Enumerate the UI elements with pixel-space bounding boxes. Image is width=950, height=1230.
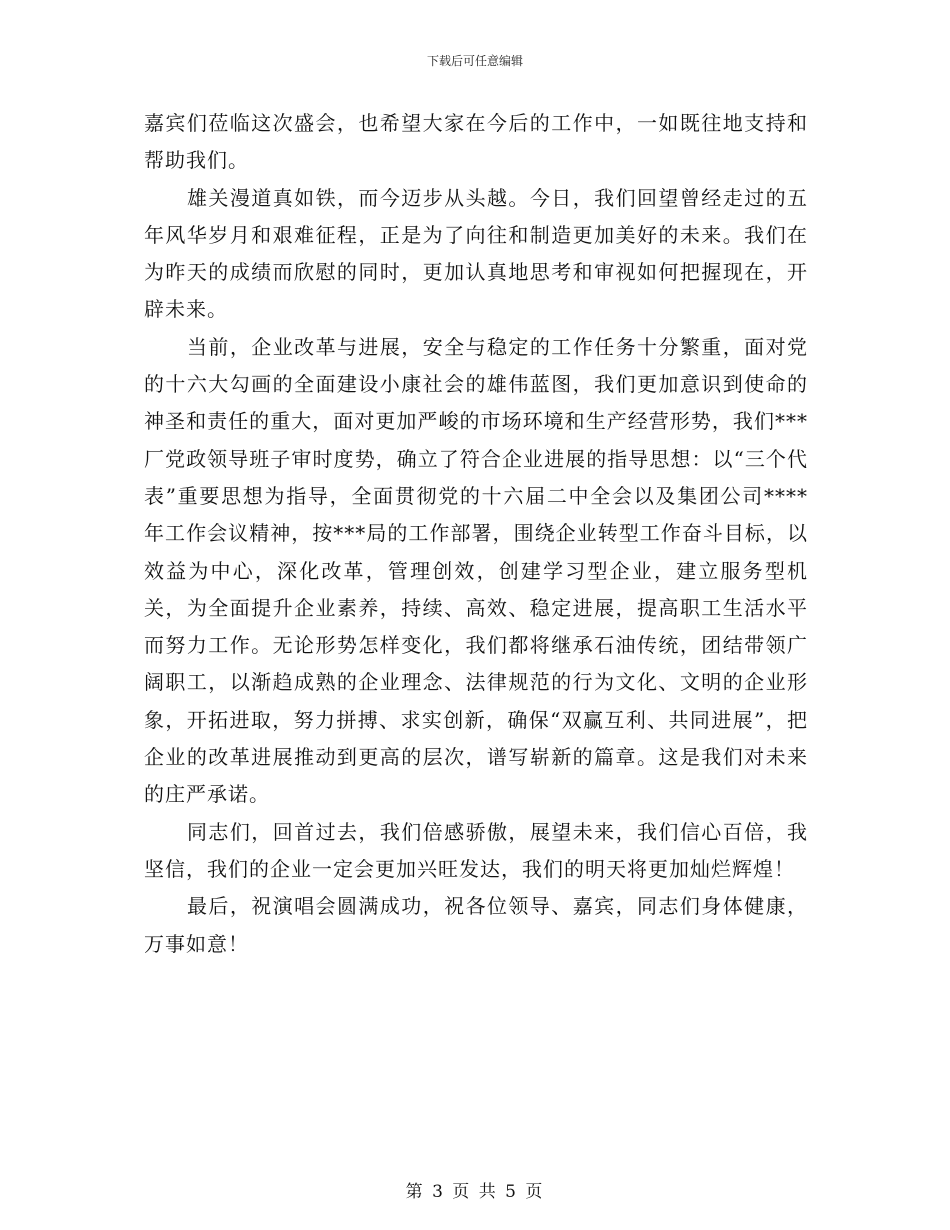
page-number-footer: 第 3 页 共 5 页 (405, 1182, 545, 1202)
page-header-note: 下载后可任意编辑 (426, 54, 523, 68)
paragraph: 最后，祝演唱会圆满成功，祝各位领导、嘉宾，同志们身体健康，万事如意！ (144, 894, 808, 956)
paragraph-continuation: 嘉宾们莅临这次盛会，也希望大家在今后的工作中，一如既往地支持和帮助我们。 (144, 111, 808, 173)
paragraph: 当前，企业改革与进展，安全与稳定的工作任务十分繁重，面对党的十六大勾画的全面建设小康社会的雄伟蓝图，我们更加意识到使命的神圣和责任的重大，面对更加严峻的市场环境和生产经营形势，我们***厂党政领导班子审时度势，确立了符合企业进展的指导思想：以“三个代表”重要思想为指导，全面贯彻党的十六届二中全会以及集团公司****年工作会议精神，按***局的工作部署，围绕企业转型工作奋斗目标，以效益为中心，深化改革，管理创效，创建学习型企业，建立服务型机关，为全面提升企业素养，持续、高效、稳定进展，提高职工生活水平而努力工作。无论形势怎样变化，我们都将继承石油传统，团结带领广阔职工，以渐趋成熟的企业理念、法律规范的行为文化、文明的企业形象，开拓进取，努力拼搏、求实创新，确保“双赢互利、共同进展”，把企业的改革进展推动到更高的层次，谱写崭新的篇章。这是我们对未来的庄严承诺。 (144, 334, 808, 807)
paragraph: 同志们，回首过去，我们倍感骄傲，展望未来，我们信心百倍，我坚信，我们的企业一定会更加兴旺发达，我们的明天将更加灿烂辉煌！ (144, 819, 808, 881)
paragraph: 雄关漫道真如铁，而今迈步从头越。今日，我们回望曾经走过的五年风华岁月和艰难征程，正是为了向往和制造更加美好的未来。我们在为昨天的成绩而欣慰的同时，更加认真地思考和审视如何把握现在，开辟未来。 (144, 185, 808, 322)
document-body (144, 105, 808, 963)
